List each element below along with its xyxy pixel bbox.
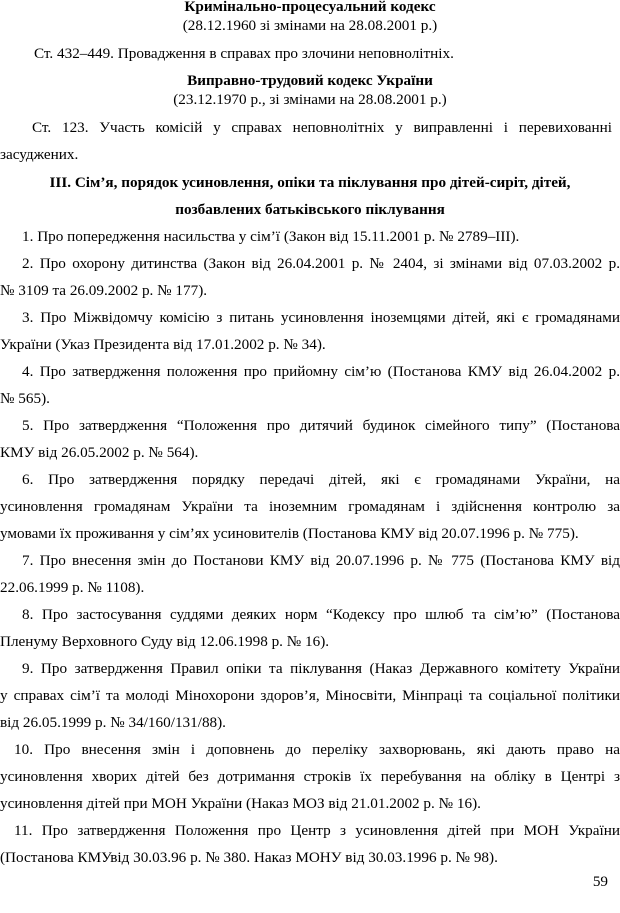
list-item-2-line1: 2. Про охорону дитинства (Закон від 26.04.2001 р. № 2404, зі змінами від 07.03.2002 р. xyxy=(22,255,620,272)
list-item-7-line1: 7. Про внесення змін до Постанови КМУ від 20.07.1996 р. № 775 (Постанова КМУ від xyxy=(22,552,620,569)
criminal-code-article: Ст. 432–449. Провадження в справах про злочини неповнолітніх. xyxy=(34,45,454,62)
criminal-code-date: (28.12.1960 зі змінами на 28.08.2001 р.) xyxy=(182,17,438,34)
list-item-5-line2: КМУ від 26.05.2002 р. № 564). xyxy=(0,444,199,461)
list-item-10-line2: усиновлення хворих дітей без дотримання строків їх перебування на обліку в Центрі з xyxy=(0,768,620,785)
list-item-10-line1: 10. Про внесення змін і доповнень до переліку захворювань, які дають право на xyxy=(14,741,620,758)
list-item-6-line3: умовами їх проживання у сім’ях усиновителів (Постанова КМУ від 20.07.1996 р. № 775). xyxy=(0,525,579,542)
list-item-8-line2: Пленуму Верховного Суду від 12.06.1998 р. № 16). xyxy=(0,633,330,650)
page-number: 59 xyxy=(592,873,608,890)
list-item-8-line1: 8. Про застосування суддями деяких норм “Кодексу про шлюб та сім’ю” (Постанова xyxy=(22,606,620,623)
list-item-2-line2: № 3109 та 26.09.2002 р. № 177). xyxy=(0,282,208,299)
list-item-9-line3: від 26.05.1999 р. № 34/160/131/88). xyxy=(0,714,226,731)
section-heading-line2: позбавлених батьківського піклування xyxy=(175,201,445,218)
list-item-6-line1: 6. Про затвердження порядку передачі дітей, які є громадянами України, на xyxy=(22,471,620,488)
labor-code-title: Виправно-трудовий кодекс України xyxy=(187,72,433,89)
list-item-9-line1: 9. Про затвердження Правил опіки та піклування (Наказ Державного комітету України xyxy=(22,660,620,677)
list-item-6-line2: усиновлення громадянам України та іноземним громадянам і здійснення контролю за xyxy=(0,498,620,515)
list-item-3-line2: України (Указ Президента від 17.01.2002 р. № 34). xyxy=(0,336,326,353)
list-item-9-line2: у справах сім’ї та молоді Мінохорони здоров’я, Міносвіти, Мінпраці та соціальної політики xyxy=(0,687,620,704)
list-item-11-line1: 11. Про затвердження Положення про Центр з усиновлення дітей при МОН України xyxy=(14,822,620,839)
list-item-1: 1. Про попередження насильства у сім’ї (Закон від 15.11.2001 р. № 2789–ІІІ). xyxy=(22,228,520,245)
labor-code-article-line1: Ст. 123. Участь комісій у справах неповнолітніх у виправленні і перевихованні xyxy=(32,119,612,136)
list-item-4-line2: № 565). xyxy=(0,390,50,407)
list-item-3-line1: 3. Про Міжвідомчу комісію з питань усиновлення іноземцями дітей, які є громадянами xyxy=(22,309,620,326)
section-heading-line1: ІІІ. Сім’я, порядок усиновлення, опіки та піклування про дітей-сиріт, дітей, xyxy=(49,174,571,191)
labor-code-date: (23.12.1970 р., зі змінами на 28.08.2001 р.) xyxy=(173,91,447,108)
list-item-4-line1: 4. Про затвердження положення про прийомну сім’ю (Постанова КМУ від 26.04.2002 р. xyxy=(22,363,620,380)
list-item-10-line3: усиновлення дітей при МОН України (Наказ МОЗ від 21.01.2002 р. № 16). xyxy=(0,795,481,812)
list-item-5-line1: 5. Про затвердження “Положення про дитячий будинок сімейного типу” (Постанова xyxy=(22,417,620,434)
criminal-code-title: Кримінально-процесуальний кодекс xyxy=(184,0,436,15)
labor-code-article-line2: засуджених. xyxy=(0,146,79,163)
list-item-11-line2: (Постанова КМУвід 30.03.96 р. № 380. Наказ МОНУ від 30.03.1996 р. № 98). xyxy=(0,849,498,866)
list-item-7-line2: 22.06.1999 р. № 1108). xyxy=(0,579,145,596)
